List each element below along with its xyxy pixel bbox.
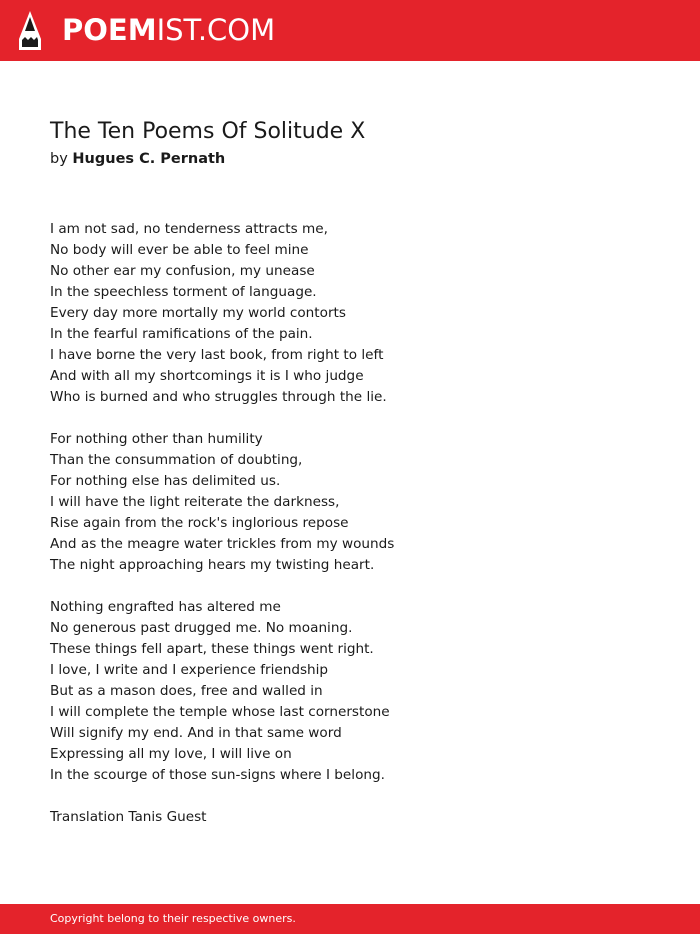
logo-bold-text: POEM xyxy=(62,13,157,47)
poem-line: I love, I write and I experience friendship xyxy=(50,662,329,678)
poem-line: And with all my shortcomings it is I who judge xyxy=(50,368,364,384)
poem-line: Rise again from the rock's inglorious repose xyxy=(50,515,349,531)
poem-line: I will complete the temple whose last cornerstone xyxy=(50,704,390,720)
site-footer xyxy=(0,904,700,934)
poem-line: Every day more mortally my world contorts xyxy=(50,305,346,321)
poem-line: Who is burned and who struggles through the lie. xyxy=(50,389,387,405)
by-label: by xyxy=(50,151,68,167)
poem-line: In the fearful ramifications of the pain. xyxy=(50,326,313,342)
poem-line: In the speechless torment of language. xyxy=(50,284,317,300)
stanza-gap xyxy=(50,408,394,429)
site-header xyxy=(0,0,700,61)
poem-line: Than the consummation of doubting, xyxy=(50,452,303,468)
poem-line: Nothing engrafted has altered me xyxy=(50,599,281,615)
poem-line: I am not sad, no tenderness attracts me, xyxy=(50,221,328,237)
poem-body xyxy=(50,219,394,828)
poem-line: And as the meagre water trickles from my wounds xyxy=(50,536,395,552)
author-name: Hugues C. Pernath xyxy=(72,151,226,167)
copyright-notice: Copyright belong to their respective owners. xyxy=(50,912,296,925)
poem-line: For nothing other than humility xyxy=(50,431,263,447)
stanza-gap xyxy=(50,576,394,597)
stanza-gap xyxy=(50,786,394,807)
poem-line: But as a mason does, free and walled in xyxy=(50,683,323,699)
logo-light-text: IST.COM xyxy=(156,13,276,47)
poem-line: These things fell apart, these things went right. xyxy=(50,641,374,657)
poem-line: For nothing else has delimited us. xyxy=(50,473,281,489)
poem-line: Will signify my end. And in that same word xyxy=(50,725,342,741)
poem-line: No generous past drugged me. No moaning. xyxy=(50,620,353,636)
poem-line: I will have the light reiterate the darkness, xyxy=(50,494,340,510)
byline xyxy=(50,148,225,170)
poem-line: No other ear my confusion, my unease xyxy=(50,263,315,279)
poem-line: Translation Tanis Guest xyxy=(50,809,207,825)
poem-title: The Ten Poems Of Solitude X xyxy=(50,119,366,144)
poem-line: No body will ever be able to feel mine xyxy=(50,242,309,258)
poem-line: I have borne the very last book, from right to left xyxy=(50,347,384,363)
pencil-icon[interactable] xyxy=(18,10,42,51)
site-logo[interactable] xyxy=(62,13,275,47)
poem-line: Expressing all my love, I will live on xyxy=(50,746,292,762)
poem-line: The night approaching hears my twisting heart. xyxy=(50,557,375,573)
poem-line: In the scourge of those sun-signs where I belong. xyxy=(50,767,385,783)
